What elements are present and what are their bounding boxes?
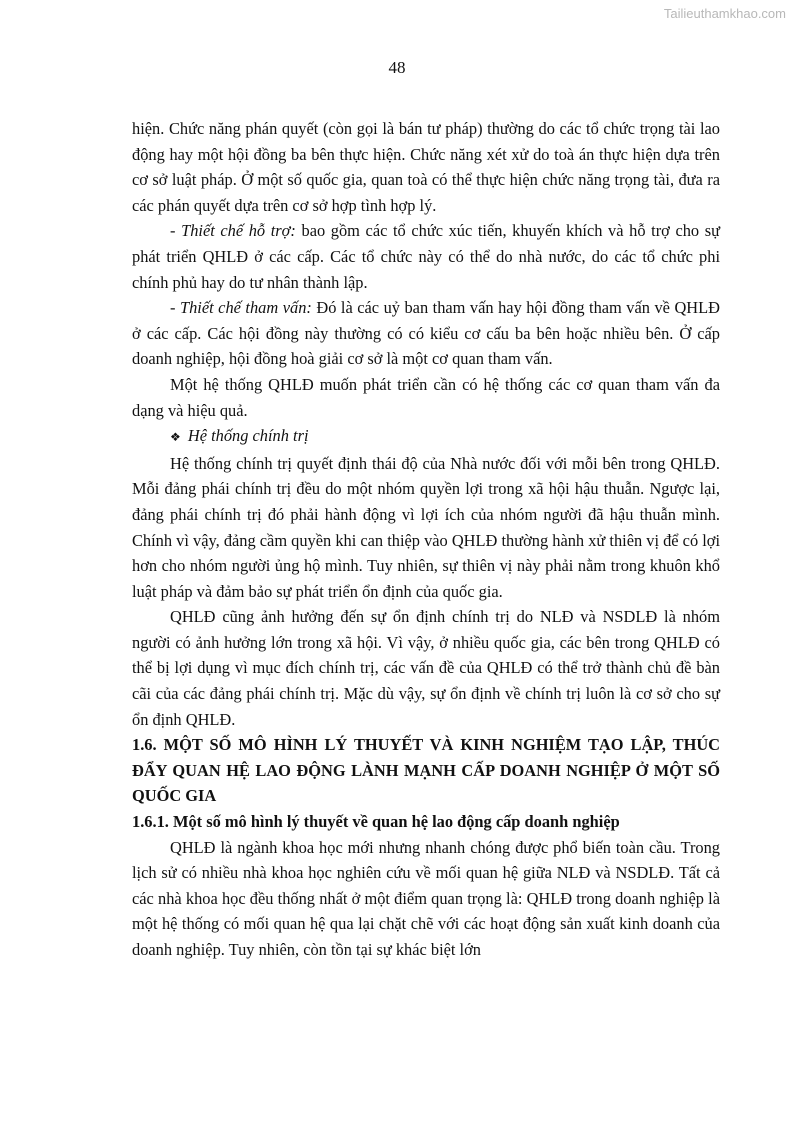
- paragraph-support-institutions: [132, 218, 720, 295]
- diamond-bullet-icon: ❖: [170, 430, 181, 445]
- term-support-institutions: - Thiết chế hỗ trợ:: [170, 221, 296, 241]
- bullet-heading-political-system: [132, 423, 720, 451]
- subsection-heading: 1.6.1. Một số mô hình lý thuyết về quan hệ lao động cấp doanh nghiệp: [132, 812, 620, 832]
- paragraph-political-system: Hệ thống chính trị quyết định thái độ của Nhà nước đối với mỗi bên trong QHLĐ. Mỗi đảng phái chính trị đều do một nhóm quyền lợi trong xã hội hậu thuẫn. Ngược lại, đảng phái chính trị đó phải hành động vì lợi ích của nhóm người đã hậu thuẫn mình. Chính vì vậy, đảng cầm quyền khi can thiệp vào QHLĐ thường hành xử thiên vị để có lợi hơn cho nhóm người ủng hộ mình. Tuy nhiên, sự thiên vị này phải nằm trong khuôn khổ luật pháp và đảm bảo sự phát triển ổn định của quốc gia.: [132, 453, 721, 601]
- document-body: [132, 116, 720, 963]
- term-consultative-institutions: - Thiết chế tham vấn:: [170, 298, 312, 318]
- page-number: 48: [388, 58, 406, 77]
- paragraph-text: bao gồm các tổ chức xúc tiến, khuyến khích và hỗ trợ cho sự phát triển QHLĐ ở các cấp. Các tổ chức này có thể do nhà nước, do các tổ chức phi chính phủ hay do tư nhân thành lập.: [132, 221, 720, 292]
- section-heading: 1.6. MỘT SỐ MÔ HÌNH LÝ THUYẾT VÀ KINH NGHIỆM TẠO LẬP, THÚC ĐẨY QUAN HỆ LAO ĐỘNG LÀNH MẠNH CẤP DOANH NGHIỆP Ở MỘT SỐ QUỐC GIA: [132, 735, 720, 806]
- watermark: Tailieuthamkhao.com: [663, 6, 786, 21]
- paragraph-consultative-system: Một hệ thống QHLĐ muốn phát triển cần có hệ thống các cơ quan tham vấn đa dạng và hiệu quả.: [132, 374, 720, 420]
- paragraph-text: Đó là các uỷ ban tham vấn hay hội đồng tham vấn về QHLĐ ở các cấp. Các hội đồng này thường có có kiểu cơ cấu ba bên hoặc nhiều bên. Ở cấp doanh nghiệp, hội đồng hoà giải cơ sở là một cơ quan tham vấn.: [132, 298, 720, 369]
- paragraph-theory-models: QHLĐ là ngành khoa học mới nhưng nhanh chóng được phổ biến toàn cầu. Trong lịch sử có nhiều nhà khoa học nghiên cứu về mối quan hệ giữa NLĐ và NSDLĐ. Tất cả các nhà khoa học đều thống nhất ở một điểm quan trọng là: QHLĐ trong doanh nghiệp là một hệ thống có mối quan hệ qua lại chặt chẽ với các hoạt động sản xuất kinh doanh của doanh nghiệp. Tuy nhiên, còn tồn tại sự khác biệt lớn: [132, 837, 720, 959]
- paragraph-political-stability: QHLĐ cũng ảnh hưởng đến sự ổn định chính trị do NLĐ và NSDLĐ là nhóm người có ảnh hưởng lớn trong xã hội. Vì vậy, ở nhiều quốc gia, các bên trong QHLĐ có thể bị lợi dụng vì mục đích chính trị, các vấn đề của QHLĐ có thể trở thành chủ đề bàn cãi của các đảng phái chính trị. Mặc dù vậy, sự ổn định về chính trị luôn là cơ sở cho sự ổn định QHLĐ.: [132, 607, 720, 729]
- paragraph-continuation: hiện. Chức năng phán quyết (còn gọi là bán tư pháp) thường do các tổ chức trọng tài lao động hay một hội đồng ba bên thực hiện. Chức năng xét xử do toà án thực hiện dựa trên cơ sở luật pháp. Ở một số quốc gia, quan toà có thể thực hiện chức năng trọng tài, đưa ra các phán quyết dựa trên cơ sở hợp tình hợp lý.: [132, 119, 720, 215]
- paragraph-consultative-institutions: [132, 295, 720, 372]
- bullet-heading-text: Hệ thống chính trị: [187, 426, 309, 446]
